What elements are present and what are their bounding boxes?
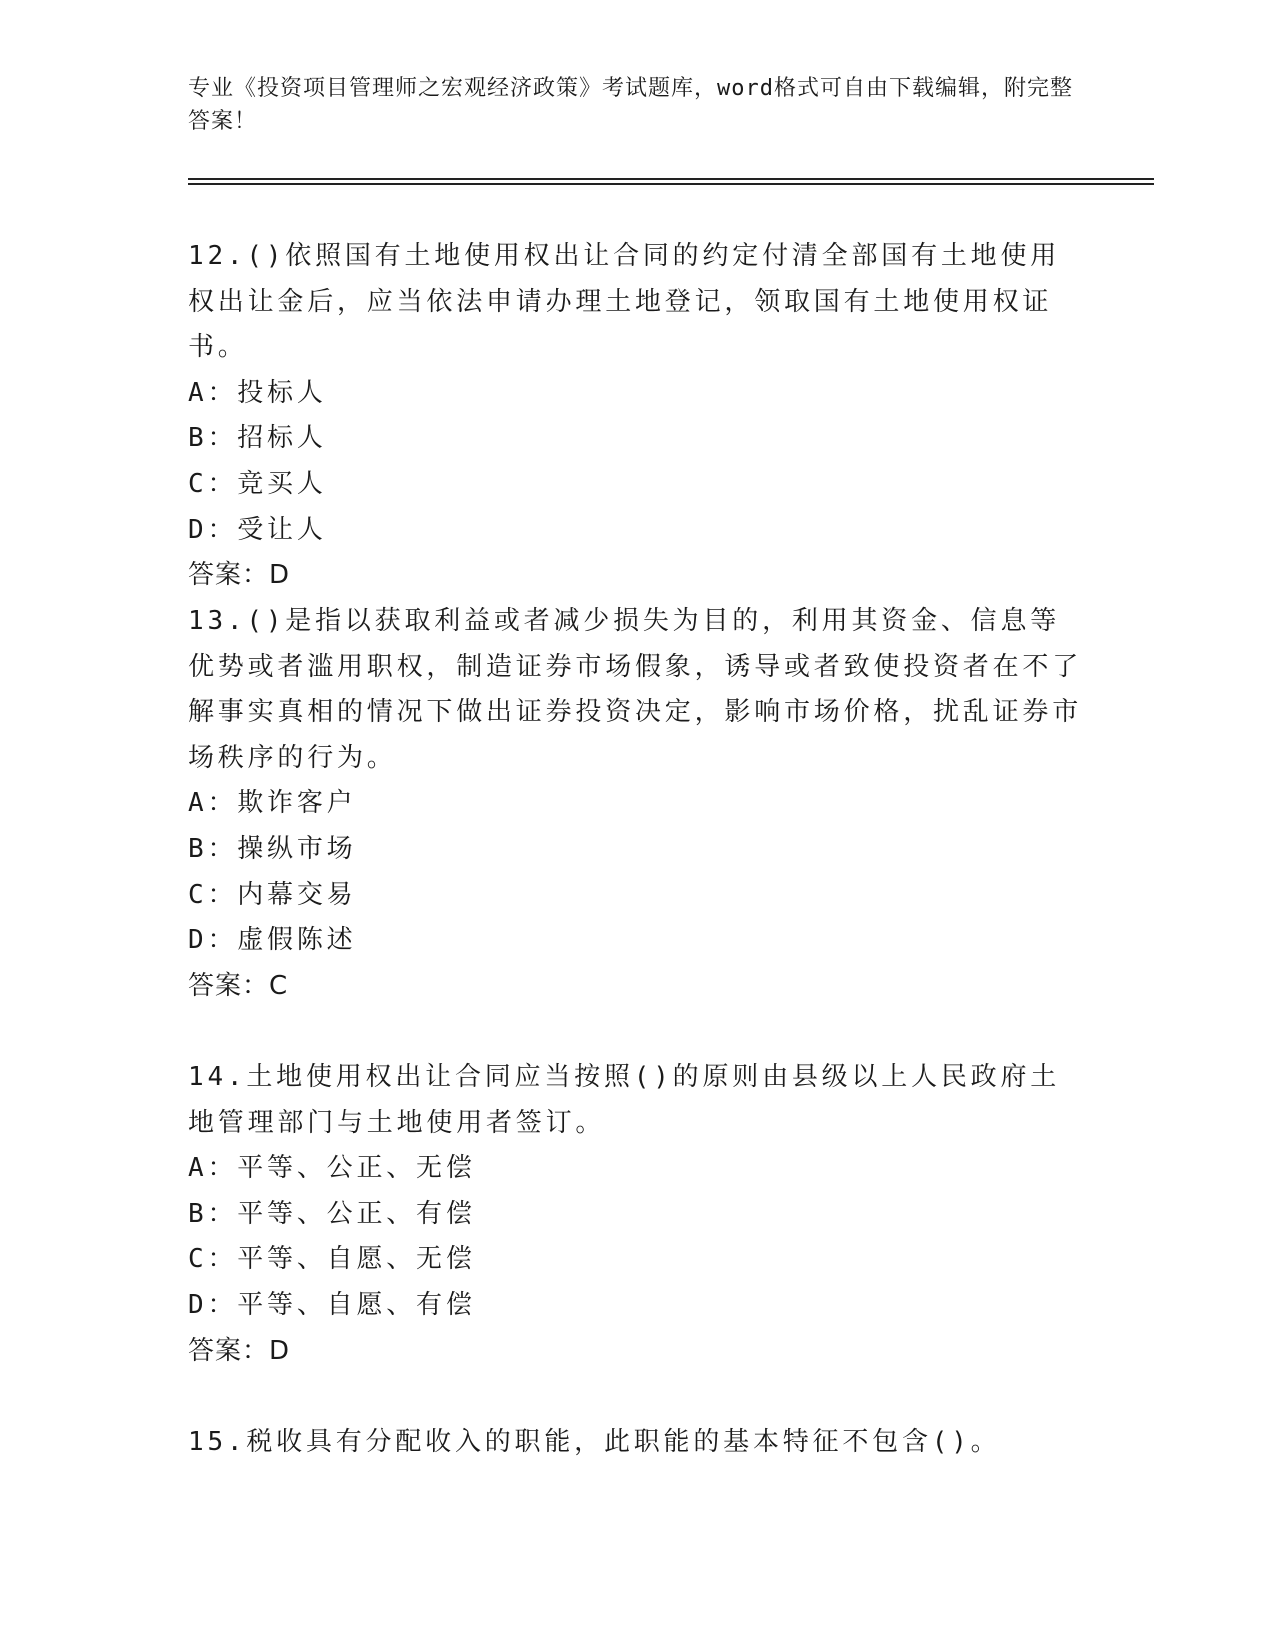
question-13 — [188, 599, 1088, 1009]
question-stem: 12.()依照国有土地使用权出让合同的约定付清全部国有土地使用权出让金后，应当依法申请办理土地登记，领取国有土地使用权证书。 — [188, 241, 1061, 363]
answer-line: 答案：D — [188, 560, 291, 591]
option-c: C：平等、自愿、无偿 — [188, 1244, 476, 1275]
question-15 — [188, 1420, 1088, 1466]
option-b: B：平等、公正、有偿 — [188, 1198, 476, 1229]
answer-line: 答案：C — [188, 970, 289, 1001]
option-a: A：平等、公正、无偿 — [188, 1153, 476, 1184]
answer-line: 答案：D — [188, 1335, 291, 1366]
option-d: D：受让人 — [188, 514, 327, 545]
question-stem: 14.土地使用权出让合同应当按照()的原则由县级以上人民政府土地管理部门与土地使用者签订。 — [188, 1062, 1061, 1138]
question-12 — [188, 234, 1088, 599]
question-stem: 15.税收具有分配收入的职能，此职能的基本特征不包含()。 — [188, 1427, 1001, 1457]
option-d: D：虚假陈述 — [188, 925, 357, 956]
option-c: C：内幕交易 — [188, 879, 357, 910]
document-intro: 专业《投资项目管理师之宏观经济政策》考试题库，word格式可自由下载编辑，附完整答案！ — [188, 76, 1073, 134]
option-a: A：欺诈客户 — [188, 788, 357, 819]
header-divider-top — [188, 178, 1154, 180]
option-d: D：平等、自愿、有偿 — [188, 1289, 476, 1320]
question-14 — [188, 1055, 1088, 1374]
question-stem: 13.()是指以获取利益或者减少损失为目的，利用其资金、信息等优势或者滥用职权，制造证券市场假象，诱导或者致使投资者在不了解事实真相的情况下做出证券投资决定，影响市场价格，扰乱证券市场秩序的行为。 — [188, 606, 1083, 773]
option-b: B：操纵市场 — [188, 833, 357, 864]
header-divider-bottom — [188, 183, 1154, 185]
option-b: B：招标人 — [188, 423, 327, 454]
option-c: C：竞买人 — [188, 468, 327, 499]
option-a: A：投标人 — [188, 377, 327, 408]
